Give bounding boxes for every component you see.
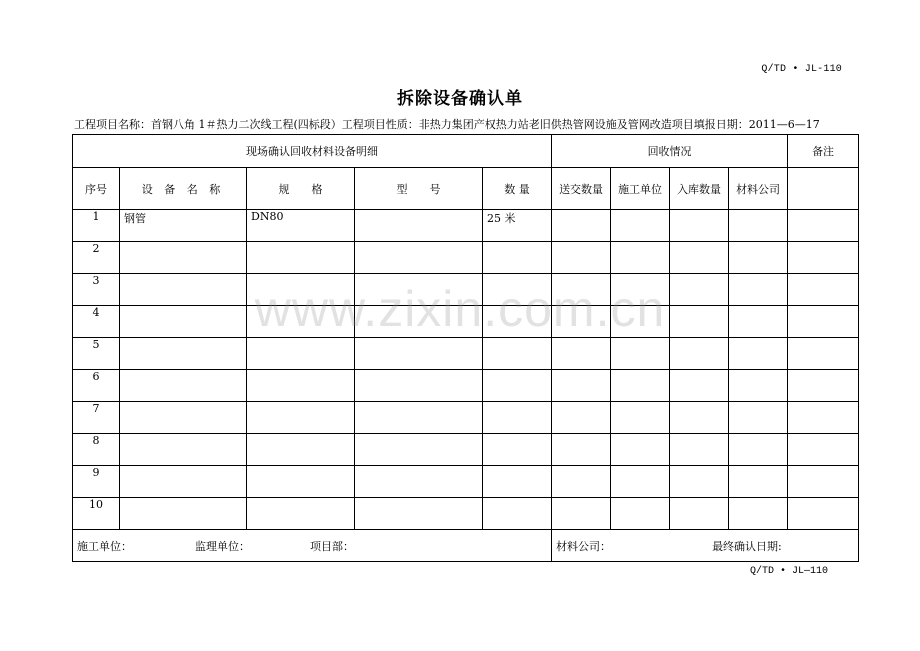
table-row <box>73 498 859 530</box>
document-code-bottom: Q/TD • JL—110 <box>749 566 828 577</box>
row-equipment-name <box>120 498 247 530</box>
row-spec <box>247 498 355 530</box>
table-row <box>73 210 859 242</box>
table-row <box>73 306 859 338</box>
row-remarks <box>788 338 859 370</box>
row-qty <box>483 306 552 338</box>
row-model <box>355 210 483 242</box>
row-stock-qty <box>670 466 729 498</box>
row-equipment-name <box>120 306 247 338</box>
document-title: 拆除设备确认单 <box>397 89 523 109</box>
col-header-name: 设 备 名 称 <box>120 168 247 210</box>
col-header-model: 型 号 <box>355 168 483 210</box>
row-qty <box>483 274 552 306</box>
row-stock-qty <box>670 498 729 530</box>
row-construction-unit <box>611 306 670 338</box>
row-no: 4 <box>73 306 120 338</box>
row-no: 6 <box>73 370 120 402</box>
row-material-company <box>729 338 788 370</box>
row-spec <box>247 242 355 274</box>
row-model <box>355 466 483 498</box>
row-qty <box>483 466 552 498</box>
row-material-company <box>729 498 788 530</box>
table-row <box>73 242 859 274</box>
row-sent-qty <box>552 498 611 530</box>
row-remarks <box>788 402 859 434</box>
row-qty <box>483 242 552 274</box>
row-material-company <box>729 370 788 402</box>
footer-construction-unit: 施工单位： <box>77 539 132 553</box>
row-equipment-name <box>120 338 247 370</box>
row-no: 7 <box>73 402 120 434</box>
row-construction-unit <box>611 402 670 434</box>
col-header-spec: 规 格 <box>247 168 355 210</box>
document-code-top: Q/TD • JL-110 <box>761 64 842 75</box>
row-spec <box>247 370 355 402</box>
row-equipment-name <box>120 466 247 498</box>
row-stock-qty <box>670 434 729 466</box>
row-remarks <box>788 466 859 498</box>
row-stock-qty <box>670 242 729 274</box>
row-stock-qty <box>670 370 729 402</box>
row-spec: DN80 <box>247 210 355 242</box>
row-remarks <box>788 274 859 306</box>
footer-row <box>73 530 859 562</box>
row-material-company <box>729 434 788 466</box>
row-model <box>355 370 483 402</box>
row-no: 5 <box>73 338 120 370</box>
table-row <box>73 402 859 434</box>
row-model <box>355 242 483 274</box>
row-spec <box>247 306 355 338</box>
row-stock-qty <box>670 402 729 434</box>
row-model <box>355 434 483 466</box>
row-sent-qty <box>552 306 611 338</box>
table-row <box>73 434 859 466</box>
row-remarks <box>788 210 859 242</box>
row-spec <box>247 274 355 306</box>
row-sent-qty <box>552 274 611 306</box>
row-material-company <box>729 274 788 306</box>
table-row <box>73 370 859 402</box>
row-qty <box>483 498 552 530</box>
row-no: 9 <box>73 466 120 498</box>
watermark: www.zixin.com.cn <box>254 281 666 337</box>
row-model <box>355 274 483 306</box>
footer-supervision-unit: 监理单位： <box>195 539 250 553</box>
row-spec <box>247 338 355 370</box>
row-sent-qty <box>552 210 611 242</box>
row-qty <box>483 370 552 402</box>
row-remarks <box>788 242 859 274</box>
footer-right-cell <box>552 530 859 562</box>
row-sent-qty <box>552 370 611 402</box>
row-no: 2 <box>73 242 120 274</box>
section-header-remarks: 备注 <box>788 135 859 168</box>
project-info-line: 工程项目名称：首钢八角 1＃热力二次线工程(四标段）工程项目性质：非热力集团产权热力站老旧供热管网设施及管网改造项目填报日期：2011—6—17 <box>74 118 820 131</box>
footer-final-date: 最终确认日期: <box>712 539 782 553</box>
row-equipment-name <box>120 402 247 434</box>
table-row <box>73 338 859 370</box>
row-equipment-name <box>120 274 247 306</box>
table-row <box>73 274 859 306</box>
row-equipment-name: 钢管 <box>120 210 247 242</box>
col-header-sent-qty: 送交数量 <box>552 168 611 210</box>
row-no: 1 <box>73 210 120 242</box>
row-remarks <box>788 306 859 338</box>
row-material-company <box>729 242 788 274</box>
footer-left-cell <box>73 530 552 562</box>
row-construction-unit <box>611 338 670 370</box>
row-qty <box>483 402 552 434</box>
row-spec <box>247 402 355 434</box>
section-header-details: 现场确认回收材料设备明细 <box>73 135 552 168</box>
row-construction-unit <box>611 434 670 466</box>
row-no: 3 <box>73 274 120 306</box>
col-header-remarks-cell <box>788 168 859 210</box>
row-stock-qty <box>670 274 729 306</box>
row-qty <box>483 434 552 466</box>
section-header-recovery: 回收情况 <box>552 135 788 168</box>
row-remarks <box>788 434 859 466</box>
row-sent-qty <box>552 338 611 370</box>
row-construction-unit <box>611 210 670 242</box>
row-stock-qty <box>670 306 729 338</box>
col-header-qty: 数 量 <box>483 168 552 210</box>
row-remarks <box>788 370 859 402</box>
row-sent-qty <box>552 466 611 498</box>
row-no: 10 <box>73 498 120 530</box>
row-sent-qty <box>552 434 611 466</box>
row-stock-qty <box>670 338 729 370</box>
row-no: 8 <box>73 434 120 466</box>
row-model <box>355 306 483 338</box>
row-material-company <box>729 210 788 242</box>
row-equipment-name <box>120 434 247 466</box>
row-equipment-name <box>120 370 247 402</box>
row-qty <box>483 338 552 370</box>
footer-project-dept: 项目部： <box>310 539 354 553</box>
row-material-company <box>729 402 788 434</box>
row-remarks <box>788 498 859 530</box>
row-sent-qty <box>552 242 611 274</box>
row-construction-unit <box>611 466 670 498</box>
row-sent-qty <box>552 402 611 434</box>
row-construction-unit <box>611 498 670 530</box>
row-material-company <box>729 306 788 338</box>
col-header-material-company: 材料公司 <box>729 168 788 210</box>
row-construction-unit <box>611 242 670 274</box>
equipment-removal-table <box>72 134 859 562</box>
col-header-stock-qty: 入库数量 <box>670 168 729 210</box>
section-header-row <box>73 135 859 168</box>
row-model <box>355 498 483 530</box>
row-construction-unit <box>611 274 670 306</box>
table-row <box>73 466 859 498</box>
column-header-row <box>73 168 859 210</box>
row-model <box>355 338 483 370</box>
row-stock-qty <box>670 210 729 242</box>
row-material-company <box>729 466 788 498</box>
row-model <box>355 402 483 434</box>
row-spec <box>247 434 355 466</box>
row-equipment-name <box>120 242 247 274</box>
col-header-no: 序号 <box>73 168 120 210</box>
col-header-construction-unit: 施工单位 <box>611 168 670 210</box>
row-qty: 25 米 <box>483 210 552 242</box>
row-construction-unit <box>611 370 670 402</box>
footer-material-company: 材料公司： <box>556 539 612 553</box>
row-spec <box>247 466 355 498</box>
